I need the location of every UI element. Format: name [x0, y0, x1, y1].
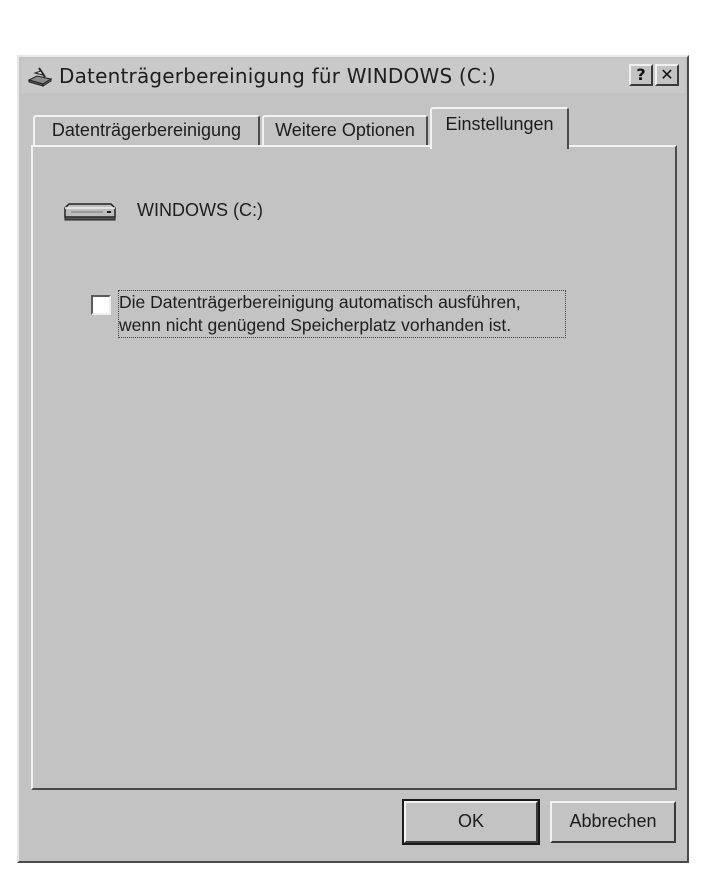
close-button[interactable]: ✕ — [655, 64, 679, 86]
title-bar[interactable] — [21, 59, 685, 93]
cancel-button[interactable]: Abbrechen — [550, 801, 676, 843]
tab-disk-cleanup[interactable]: Datenträgerbereinigung — [33, 115, 260, 145]
window-title: Datenträgerbereinigung für WINDOWS (C:) — [59, 64, 497, 88]
help-button[interactable]: ? — [629, 64, 653, 86]
tab-more-options[interactable]: Weitere Optionen — [262, 115, 428, 145]
auto-cleanup-checkbox[interactable] — [91, 295, 111, 315]
drive-label: WINDOWS (C:) — [137, 200, 263, 220]
settings-panel — [31, 145, 677, 790]
hard-drive-icon — [63, 199, 117, 221]
disk-cleanup-icon — [27, 65, 53, 87]
auto-cleanup-label-line2: wenn nicht genügend Speicherplatz vorhanden ist. — [119, 315, 512, 335]
auto-cleanup-label[interactable] — [119, 291, 565, 337]
disk-cleanup-dialog — [17, 55, 689, 863]
tab-settings[interactable]: Einstellungen — [430, 107, 569, 149]
auto-cleanup-label-line1: Die Datenträgerbereinigung automatisch ausführen, — [119, 292, 521, 312]
ok-button[interactable]: OK — [404, 801, 538, 843]
